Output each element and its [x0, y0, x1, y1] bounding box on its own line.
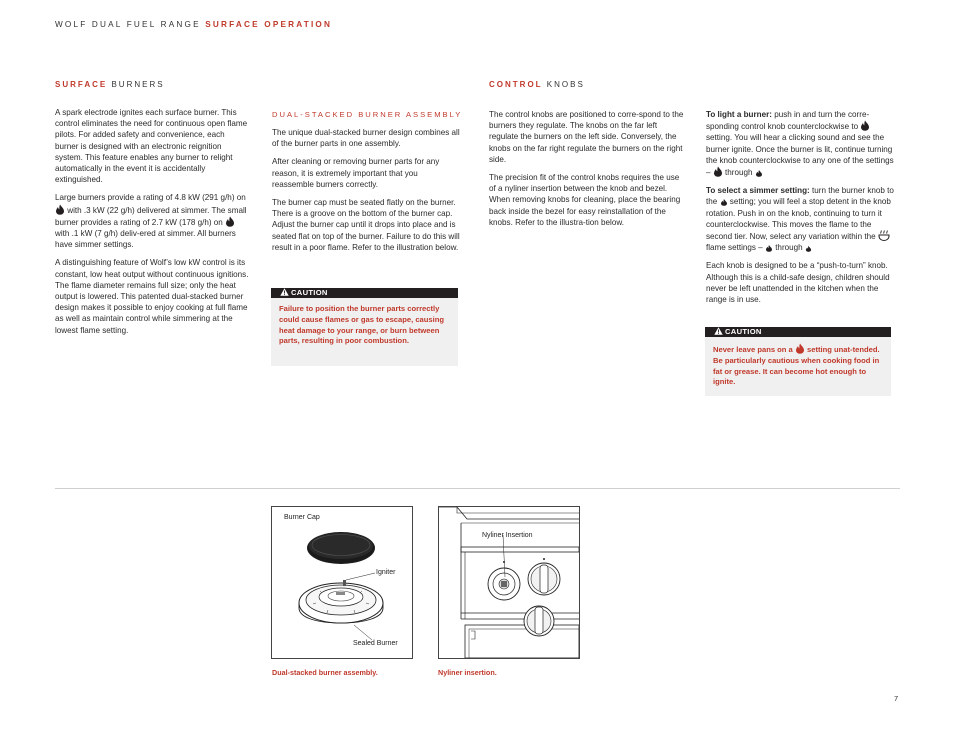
label-sealed-burner: Sealed Burner	[353, 640, 398, 647]
simmer-icon	[878, 230, 890, 241]
paragraph: A spark electrode ignites each surface burner. This control eliminates the need for continuous open flame pilots. For added safety and convenience, each burner is designed with an electronic reignition system. This feature enables any burner to relight automatically in the event it is accidentally extinguished.	[55, 108, 248, 185]
low-flame-icon	[755, 169, 763, 177]
section-divider	[55, 488, 900, 489]
caution-box	[271, 288, 458, 366]
heading-rest: BURNERS	[111, 80, 165, 89]
lowest-flame-icon	[805, 245, 812, 252]
burner-assembly-illustration	[272, 507, 412, 658]
text: setting unat-tended. Be particularly cautious when cooking food in fat or grease. It can become hot enough to ignite.	[713, 345, 880, 387]
warning-icon	[714, 327, 723, 335]
warning-icon	[280, 288, 289, 296]
paragraph: The unique dual-stacked burner design combines all of the burner parts in one assembly.	[272, 128, 460, 149]
text: with .1 kW (7 g/h) deliv-ered at simmer. All burners have simmer settings.	[55, 229, 236, 250]
surface-burners-heading	[55, 80, 165, 89]
header-section: SURFACE OPERATION	[205, 20, 333, 29]
figure-caption: Dual-stacked burner assembly.	[272, 668, 378, 677]
dual-stacked-heading: DUAL-STACKED BURNER ASSEMBLY	[272, 110, 463, 119]
paragraph-light-burner	[706, 109, 898, 178]
high-flame-icon	[225, 216, 235, 227]
caution-text	[705, 337, 891, 396]
label-nyliner-insertion: Nyliner Insertion	[482, 532, 533, 539]
paragraph-simmer	[706, 185, 898, 253]
paragraph: The burner cap must be seated flatly on the burner. There is a groove on the bottom of the burner cap. Adjust the burner cap until it drops into place and is seated flat on top of the burner. Failure to do this will result in a poor flame. Refer to the illustration below.	[272, 198, 460, 252]
burner-assembly-figure	[271, 506, 413, 659]
paragraph: The precision fit of the control knobs requires the use of a nyliner insertion between the knob and bezel. When removing knobs for cleaning, place the bearing back inside the bezel for easy reinstallation of the knobs. Refer to the illustra-tion below.	[489, 173, 681, 227]
text: Never leave pans on a	[713, 345, 793, 354]
paragraph: The control knobs are positioned to corre-spond to the burners they regulate. The knobs on the far left regulate the burners on the left side. Conversely, the knobs on the far right regulate the burners on the right side.	[489, 110, 684, 164]
text: through	[725, 168, 753, 178]
heading-rest: KNOBS	[546, 80, 585, 89]
text: setting. You will hear a clicking sound and see the burner ignite. Once the burner is lit, continue turning the knob counterclockwise to any one of the settings –	[706, 133, 894, 178]
caution-label: CAUTION	[725, 327, 762, 336]
heading-accent: SURFACE	[55, 80, 108, 89]
figure-caption: Nyliner insertion.	[438, 668, 497, 677]
paragraph: After cleaning or removing burner parts for any reason, it is extremely important that you reassemble burners correctly.	[272, 157, 440, 189]
text: through	[775, 243, 803, 253]
caution-bar	[705, 327, 891, 337]
knob-operation-body	[706, 109, 898, 312]
caution-box	[705, 327, 891, 396]
text: flame settings –	[706, 243, 763, 253]
text: Large burners provide a rating of 4.8 kW (291 g/h) on	[55, 193, 246, 203]
caution-bar	[271, 288, 458, 298]
nyliner-illustration	[439, 507, 579, 658]
text: turn the burner knob to the	[706, 186, 894, 207]
low-flame-icon	[720, 198, 728, 206]
surface-burners-body	[55, 107, 250, 343]
dual-stacked-body	[272, 127, 460, 260]
paragraph: A distinguishing feature of Wolf’s low kW control is its constant, low heat output without continuous ignitions. The flame diameter remains full size; only the heat output is lowered. This patented dual-stacked burner design makes it possible to enjoy cooking at full flame as well as maintain control while simmering at the lowest flame setting.	[55, 258, 249, 335]
text: with .3 kW (22 g/h) delivered at simmer. The small burner provides a rating of 2.7 kW (178 g/h) on	[55, 205, 247, 227]
control-knobs-heading	[489, 80, 585, 89]
high-flame-icon	[860, 120, 870, 131]
label-igniter: Igniter	[376, 569, 396, 576]
bold-lead: To light a burner:	[706, 110, 772, 119]
bold-lead: To select a simmer setting:	[706, 186, 810, 196]
low-flame-icon	[765, 244, 773, 252]
caution-label: CAUTION	[291, 288, 328, 297]
paragraph: Each knob is designed to be a “push-to-turn” knob. Although this is a child-safe design, children should never be left unattended in the kitchen when the range is in use.	[706, 261, 890, 305]
text: setting; you will feel a stop detent in the knob rotation. Push in on the knob, continuing to turn it counterclockwise. This moves the flame to the second tier. Now, select any variation within the	[706, 197, 891, 242]
label-burner-cap: Burner Cap	[284, 514, 320, 521]
high-flame-icon	[55, 204, 65, 215]
high-flame-icon	[713, 166, 723, 177]
text: push in and turn the corre-sponding control knob counterclockwise to	[706, 110, 870, 132]
page-number: 7	[894, 694, 899, 703]
nyliner-figure	[438, 506, 580, 659]
running-header	[55, 20, 332, 29]
caution-text: Failure to position the burner parts correctly could cause flames or gas to escape, causing heat damage to your range, or burn between parts, resulting in poor combustion.	[279, 304, 445, 346]
header-title: WOLF DUAL FUEL RANGE	[55, 20, 201, 29]
high-flame-icon	[795, 343, 805, 354]
heading-accent: CONTROL	[489, 80, 543, 89]
paragraph-ratings	[55, 192, 250, 250]
control-knobs-body	[489, 109, 684, 235]
